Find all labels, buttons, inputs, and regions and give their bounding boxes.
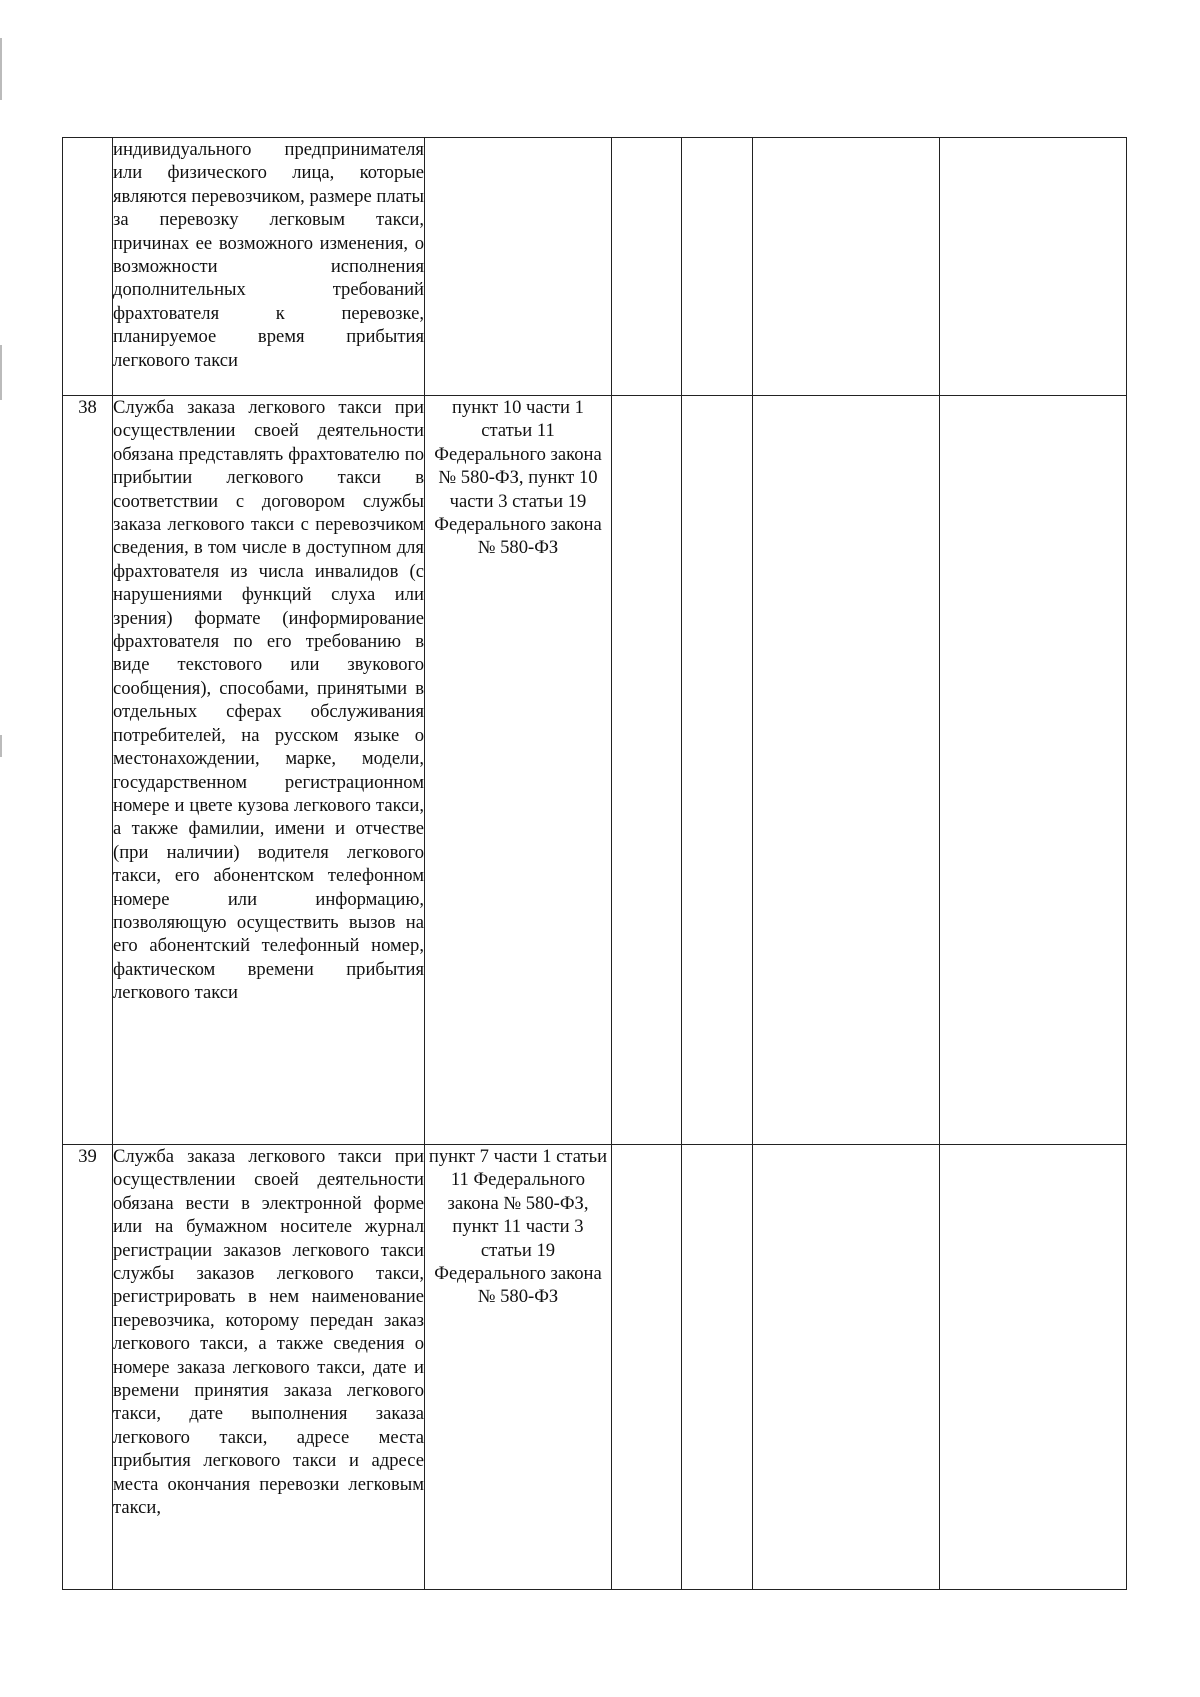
empty-cell (940, 1145, 1127, 1590)
legal-reference: пункт 10 части 1 статьи 11 Федерального закона № 580-ФЗ, пункт 10 части 3 статьи 19 Федерального закона № 580-ФЗ (425, 396, 612, 1145)
table-row (63, 396, 1127, 1145)
empty-cell (753, 396, 940, 1145)
empty-cell (612, 1145, 682, 1590)
empty-cell (682, 138, 753, 396)
empty-cell (682, 1145, 753, 1590)
requirements-table (62, 137, 1127, 1590)
requirement-text: Служба заказа легкового такси при осуществлении своей деятельности обязана вести в электронной форме или на бумажном носителе журнал регистрации заказов легкового такси службы заказов легкового такси, регистрировать в нем наименование перевозчика, которому передан заказ легкового такси, а также сведения о номере заказа легкового такси, дате и времени принятия заказа легкового такси, дате выполнения заказа легкового такси, адресе места прибытия легкового такси и адресе места окончания перевозки легковым такси, (113, 1145, 425, 1590)
table-row (63, 138, 1127, 396)
empty-cell (753, 1145, 940, 1590)
empty-cell (753, 138, 940, 396)
empty-cell (682, 396, 753, 1145)
scan-edge-mark (0, 735, 2, 757)
empty-cell (612, 138, 682, 396)
scan-edge-mark (0, 345, 2, 400)
empty-cell (612, 396, 682, 1145)
row-number: 38 (63, 396, 113, 1145)
row-number: 39 (63, 1145, 113, 1590)
requirement-text: Служба заказа легкового такси при осуществлении своей деятельности обязана представлять фрахтователю по прибытии легкового такси в соответствии с договором службы заказа легкового такси с перевозчиком сведения, в том числе в доступном для фрахтователя из числа инвалидов (с нарушениями функций слуха или зрения) формате (информирование фрахтователя по его требованию в виде текстового или звукового сообщения), способами, принятыми в отдельных сферах обслуживания потребителей, на русском языке о местонахождении, марке, модели, государственном регистрационном номере и цвете кузова легкового такси, а также фамилии, имени и отчестве (при наличии) водителя легкового такси, его абонентском телефонном номере или информацию, позволяющую осуществить вызов на его абонентский телефонный номер, фактическом времени прибытия легкового такси (113, 396, 425, 1145)
scan-edge-mark (0, 38, 2, 100)
row-number (63, 138, 113, 396)
legal-reference (425, 138, 612, 396)
table-row (63, 1145, 1127, 1590)
empty-cell (940, 138, 1127, 396)
requirement-text: индивидуального предпринимателя или физического лица, которые являются перевозчиком, размере платы за перевозку легковым такси, причинах ее возможного изменения, о возможности исполнения дополнительных требований фрахтователя к перевозке, планируемое время прибытия легкового такси (113, 138, 425, 396)
legal-reference: пункт 7 части 1 статьи 11 Федерального закона № 580-ФЗ, пункт 11 части 3 статьи 19 Федерального закона № 580-ФЗ (425, 1145, 612, 1590)
empty-cell (940, 396, 1127, 1145)
